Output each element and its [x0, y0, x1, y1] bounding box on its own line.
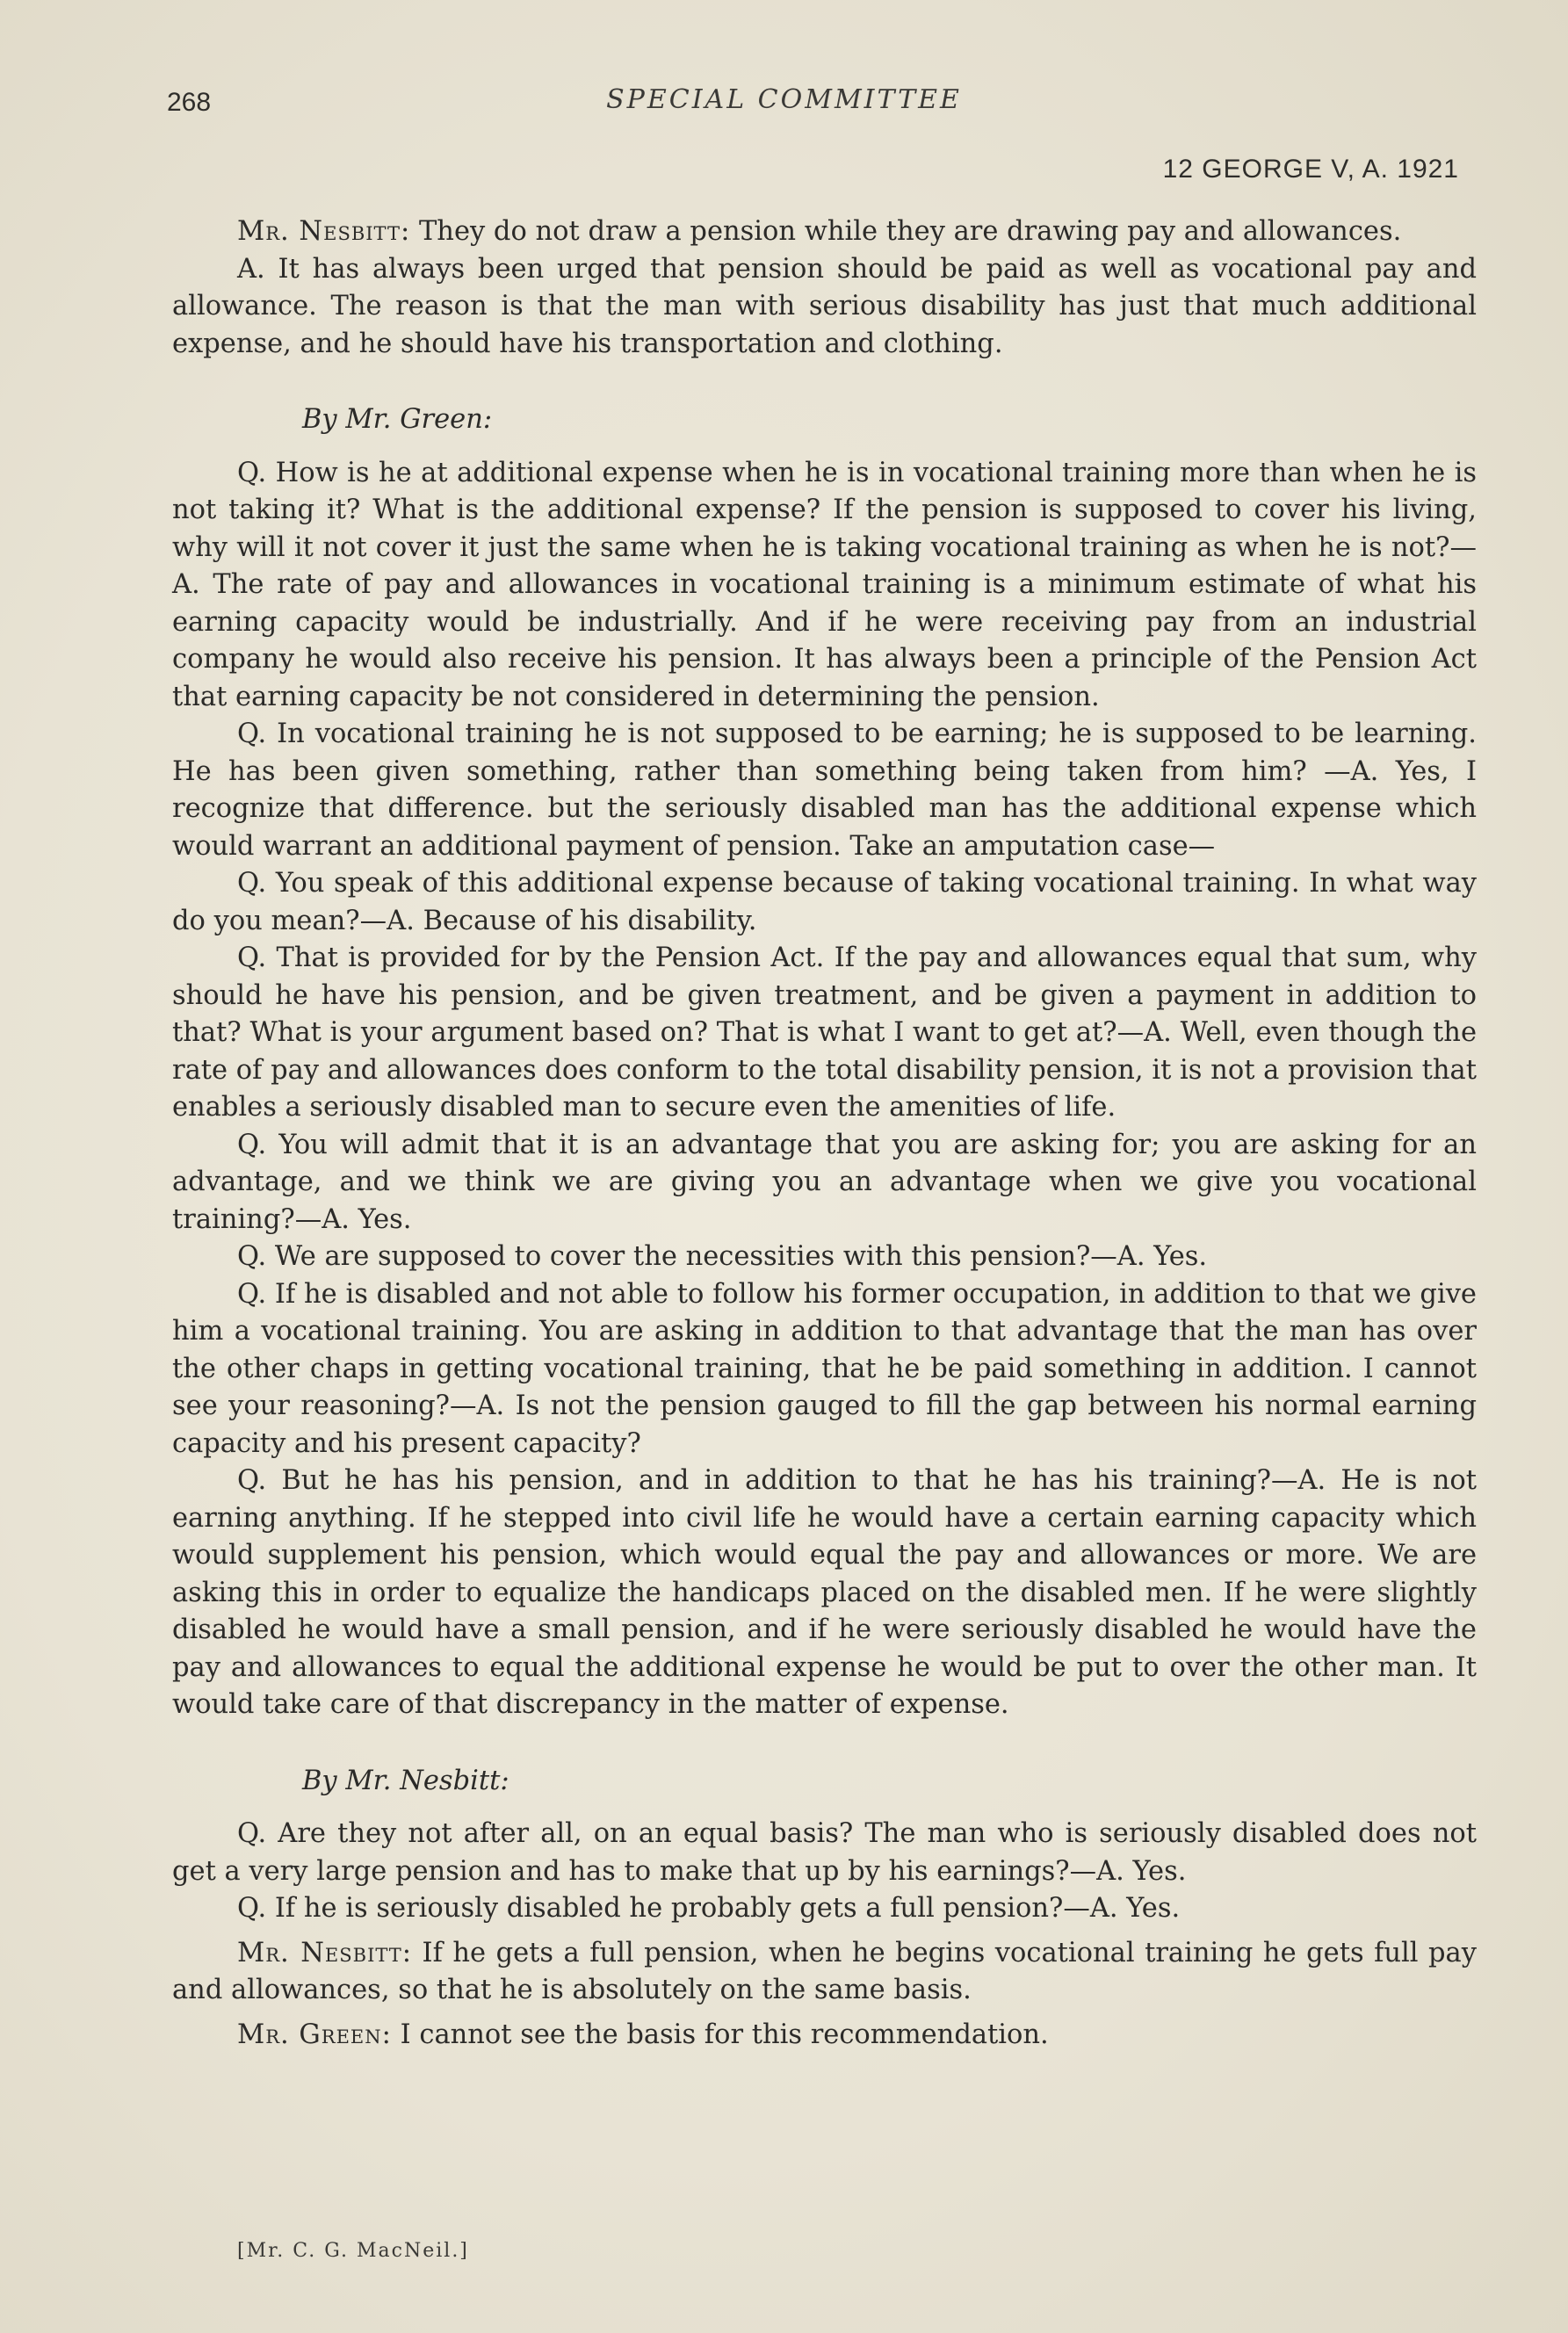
paragraph-2: A. It has always been urged that pension should be paid as well as vocational pay and allowance. The reason is that the man with serious disability has just that much additional expense, and he should have his transportation and clothing.: [172, 253, 1477, 359]
examiner-heading: By Mr. Green:: [302, 404, 493, 435]
paragraph-text: They do not draw a pension while they are drawing pay and allowances.: [418, 216, 1402, 247]
session-reference: 12 GEORGE V, A. 1921: [1162, 155, 1459, 184]
paragraph-12: Q. If he is seriously disabled he probably gets a full pension?—A. Yes.: [237, 1893, 1181, 1924]
paragraph-8: Q. We are supposed to cover the necessities with this pension?—A. Yes.: [237, 1241, 1208, 1272]
speaker-name: Mr. Green:: [237, 2019, 392, 2050]
paragraph-1: [172, 213, 1477, 251]
paragraph-10: Q. But he has his pension, and in addition to that he has his training?—A. He is not earning anything. If he stepped into civil life he would have a certain earning capacity which would supplement his pension, which would equal the pay and allowances or more. We are asking this in order to equalize the handicaps placed on the disabled men. If he were slightly disabled he would have a small pension, and if he were seriously disabled he would have the pay and allowances to equal the additional expense he would be put to over the other man. It would take care of that discrepancy in the matter of expense.: [172, 1465, 1477, 1720]
paragraph-3: Q. How is he at additional expense when he is in vocational training more than when he is not taking it? What is the additional expense? If the pension is supposed to cover his living, why will it not cover it just the same when he is taking vocational training as when he is not?—A. The rate of pay and allowances in vocational training is a minimum estimate of what his earning capacity would be industrially. And if he were receiving pay from an industrial company he would also receive his pension. It has always been a principle of the Pension Act that earning capacity be not considered in determining the pension.: [172, 457, 1477, 712]
paragraph-5: Q. You speak of this additional expense because of taking vocational training. In what way do you mean?—A. Because of his disability.: [172, 868, 1477, 936]
paragraph-4: Q. In vocational training he is not supposed to be earning; he is supposed to be learning. He has been given something, rather than something being taken from him? —A. Yes, I recognize that difference. but the seriously disabled man has the additional expense which would warrant an additional payment of pension. Take an amputation case—: [172, 719, 1477, 862]
paragraph-13: [172, 1935, 1477, 2010]
paragraph-6: Q. That is provided for by the Pension Act. If the pay and allowances equal that sum, why should he have his pension, and be given treatment, and be given a payment in addition to that? What is your argument based on? That is what I want to get at?—A. Well, even though the rate of pay and allowances does conform to the total disability pension, it is not a provision that enables a seriously disabled man to secure even the amenities of life.: [172, 943, 1477, 1123]
paragraph-9: Q. If he is disabled and not able to follow his former occupation, in addition to that we give him a vocational training. You are asking in addition to that advantage that the man has over the other chaps in getting vocational training, that he be paid something in addition. I cannot see your reasoning?—A. Is not the pension gauged to fill the gap between his normal earning capacity and his present capacity?: [172, 1278, 1477, 1459]
paragraph-14: [172, 2017, 1477, 2055]
page-body: [172, 213, 1477, 2054]
running-title: SPECIAL COMMITTEE: [606, 84, 962, 115]
footer-note: [Mr. C. G. MacNeil.]: [237, 2240, 469, 2262]
paragraph-text: I cannot see the basis for this recommendation.: [400, 2019, 1049, 2050]
speaker-name: Mr. Nesbitt:: [237, 216, 411, 247]
examiner-heading: By Mr. Nesbitt:: [302, 1765, 509, 1796]
paragraph-11: Q. Are they not after all, on an equal basis? The man who is seriously disabled does not get a very large pension and has to make that up by his earnings?—A. Yes.: [172, 1818, 1477, 1887]
paragraph-7: Q. You will admit that it is an advantage that you are asking for; you are asking for an advantage, and we think we are giving you an advantage when we give you vocational training?—A. Yes.: [172, 1129, 1477, 1235]
paragraph-text: If he gets a full pension, when he begins vocational training he gets full pay and allowances, so that he is absolutely on the same basis.: [172, 1937, 1477, 2005]
speaker-name: Mr. Nesbitt:: [237, 1937, 413, 1968]
page-number: 268: [167, 88, 212, 117]
